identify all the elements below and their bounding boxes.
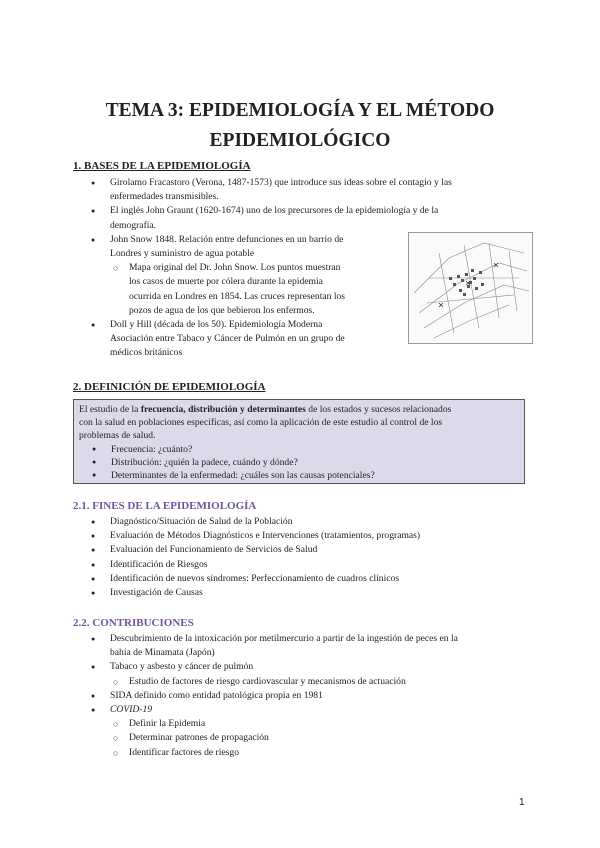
list-item: ● Determinantes de la enfermedad: ¿cuáles son las causas potenciales?	[79, 469, 519, 482]
sub-list	[73, 261, 403, 318]
term-frecuencia: frecuencia	[140, 404, 184, 415]
sub-list-item: ○ Mapa original del Dr. John Snow. Los puntos muestran los casos de muerte por cólera durante la epidemia ocurrida en Londres en 1854. Las cruces representan los pozos de agua de los que bebieron los enfermos.	[73, 261, 403, 318]
snow-cholera-map-image	[408, 232, 533, 344]
section-2-2-list	[73, 632, 533, 760]
page-number: 1	[519, 797, 525, 808]
list-item: ● SIDA definido como entidad patológica propia en 1981	[73, 689, 533, 703]
definition-bullets	[79, 443, 519, 483]
sub-list-item: ○ Definir la Epidemia	[73, 717, 533, 731]
section-2-1-heading: 2.1. FINES DE LA EPIDEMIOLOGÍA	[73, 500, 257, 512]
list-item: ● Tabaco y asbesto y cáncer de pulmón ○ Estudio de factores de riesgo cardiovascular y mecanismos de actuación	[73, 660, 533, 688]
list-item: ● Doll y Hill (década de los 50). Epidemiología Moderna Asociación entre Tabaco y Cáncer de Pulmón en un grupo de médicos británicos	[73, 318, 533, 361]
section-2-1-list	[73, 515, 533, 600]
sub-list	[73, 717, 533, 760]
title-line-2: EPIDEMIOLÓGICO	[209, 130, 391, 151]
list-item: ● Investigación de Causas	[73, 586, 533, 600]
sub-list	[73, 675, 533, 689]
list-item: ● Identificación de Riesgos	[73, 558, 533, 572]
section-2-2-heading: 2.2. CONTRIBUCIONES	[73, 617, 194, 629]
list-item: ● Girolamo Fracastoro (Verona, 1487-1573) que introduce sus ideas sobre el contagio y las enfermedades transmisibles.	[73, 176, 533, 204]
list-item: ● COVID-19 ○ Definir la Epidemia ○ Determinar patrones de propagación ○ Identificar factores de riesgo	[73, 703, 533, 760]
list-item: ● Descubrimiento de la intoxicación por metilmercurio a partir de la ingestión de peces en la bahía de Minamata (Japón)	[73, 632, 533, 660]
map-drawing	[409, 233, 532, 343]
term-distribucion: distribución	[188, 404, 238, 415]
list-item: ● Evaluación de Métodos Diagnósticos e Intervenciones (tratamientos, programas)	[73, 529, 533, 543]
list-item: ● Identificación de nuevos síndromes: Perfeccionamiento de cuadros clínicos	[73, 572, 533, 586]
term-determinantes: determinantes	[247, 404, 306, 415]
title-line-1: TEMA 3: EPIDEMIOLOGÍA Y EL MÉTODO	[105, 100, 495, 121]
list-item: ● John Snow 1848. Relación entre defunciones en un barrio de Londres y suministro de agua potable ○ Mapa original del Dr. John Snow. Los puntos muestran los casos de muerte por cólera durante la epidemia ocurrida en Londres en 1854. Las cruces representan los pozos de agua de los que bebieron los enfermos.	[73, 233, 403, 318]
section-1-heading: 1. BASES DE LA EPIDEMIOLOGÍA	[73, 160, 251, 172]
list-item: ● El inglés John Graunt (1620-1674) uno de los precursores de la epidemiología y de la demografía.	[73, 204, 533, 232]
sub-list-item: ○ Identificar factores de riesgo	[73, 746, 533, 760]
section-2-heading: 2. DEFINICIÓN DE EPIDEMIOLOGÍA	[73, 381, 266, 393]
list-item: ● Diagnóstico/Situación de Salud de la Población	[73, 515, 533, 529]
definition-box	[73, 399, 525, 484]
list-item: ● Evaluación del Funcionamiento de Servicios de Salud	[73, 543, 533, 557]
list-item: ● Frecuencia: ¿cuánto?	[79, 443, 519, 456]
sub-list-item: ○ Estudio de factores de riesgo cardiovascular y mecanismos de actuación	[73, 675, 533, 689]
list-item: ● Distribución: ¿quién la padece, cuándo y dónde?	[79, 456, 519, 469]
definition-text: El estudio de la frecuencia, distribución y determinantes de los estados y sucesos relacionados con la salud en poblaciones específicas, así como la aplicación de este estudio al control de los problemas de salud.	[79, 404, 452, 442]
page-title	[0, 96, 600, 156]
sub-list-item: ○ Determinar patrones de propagación	[73, 731, 533, 745]
